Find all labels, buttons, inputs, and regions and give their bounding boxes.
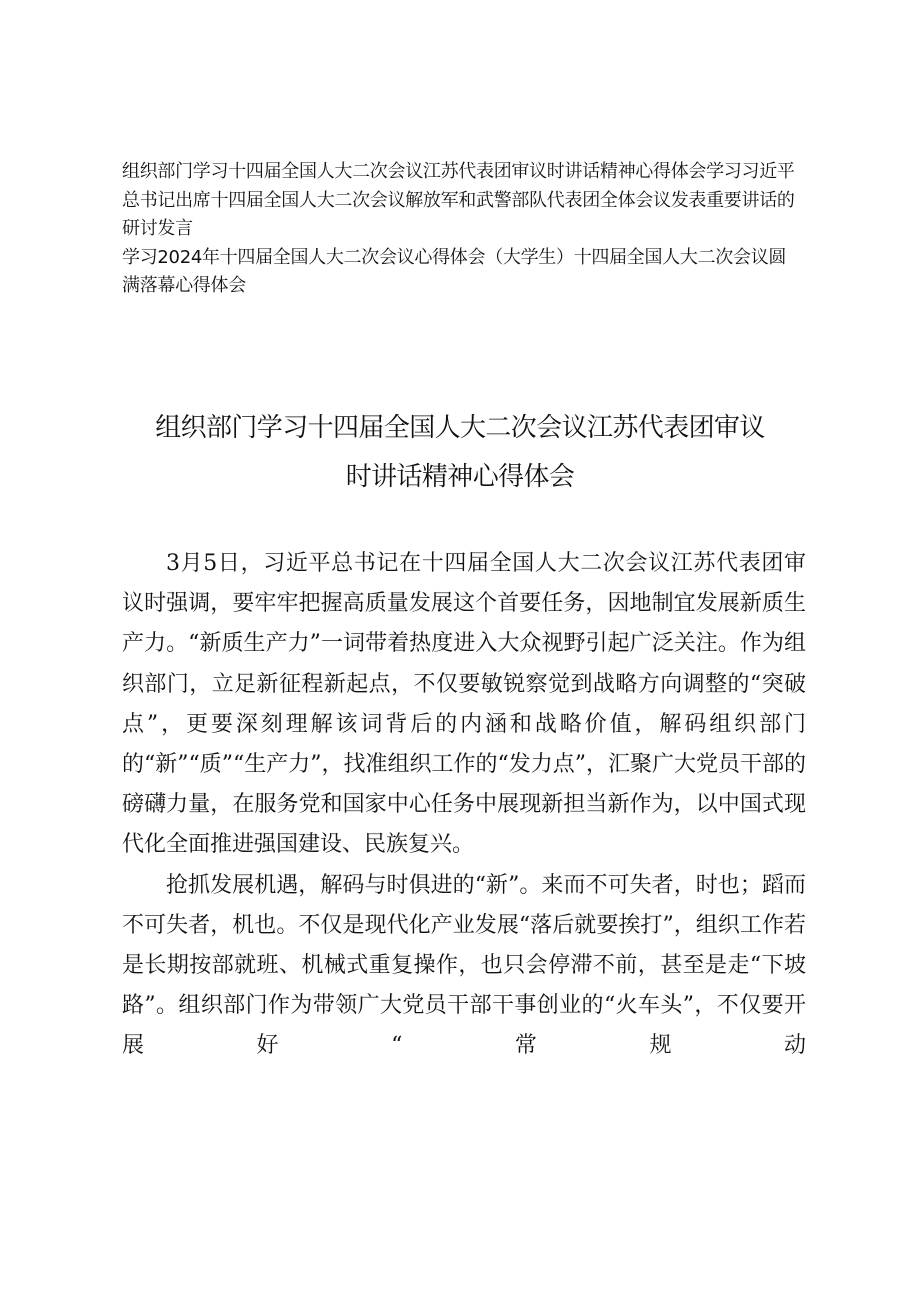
- table-of-contents: [122, 158, 802, 301]
- toc-entry[interactable]: 组织部门学习十四届全国人大二次会议江苏代表团审议时讲话精神心得体会学习习近平总书记出席十四届全国人大二次会议解放军和武警部队代表团全体会议发表重要讲话的研讨发言: [122, 161, 795, 239]
- article-title: [100, 404, 820, 502]
- article-body: [122, 544, 806, 1067]
- toc-entry[interactable]: 学习2024年十四届全国人大二次会议心得体会（大学生）十四届全国人大二次会议圆满落幕心得体会: [122, 246, 787, 296]
- article-title-line-1: 组织部门学习十四届全国人大二次会议江苏代表团审议: [155, 413, 765, 443]
- article-title-line-2: 时讲话精神心得体会: [345, 462, 575, 492]
- body-paragraph: 抢抓发展机遇，解码与时俱进的“新”。来而不可失者，时也；蹈而不可失者，机也。不仅是现代化产业发展“落后就要挨打”，组织工作若是长期按部就班、机械式重复操作，也只会停滞不前，甚至是走“下坡路”。组织部门作为带领广大党员干部干事创业的“火车头”，不仅要开展好“常规动: [122, 872, 806, 1059]
- body-paragraph: 3月5日，习近平总书记在十四届全国人大二次会议江苏代表团审议时强调，要牢牢把握高质量发展这个首要任务，因地制宜发展新质生产力。“新质生产力”一词带着热度进入大众视野引起广泛关注。作为组织部门，立足新征程新起点，不仅要敏锐察觉到战略方向调整的“突破点”，更要深刻理解该词背后的内涵和战略价值，解码组织部门的“新”“质”“生产力”，找准组织工作的“发力点”，汇聚广大党员干部的磅礴力量，在服务党和国家中心任务中展现新担当新作为，以中国式现代化全面推进强国建设、民族复兴。: [122, 551, 806, 858]
